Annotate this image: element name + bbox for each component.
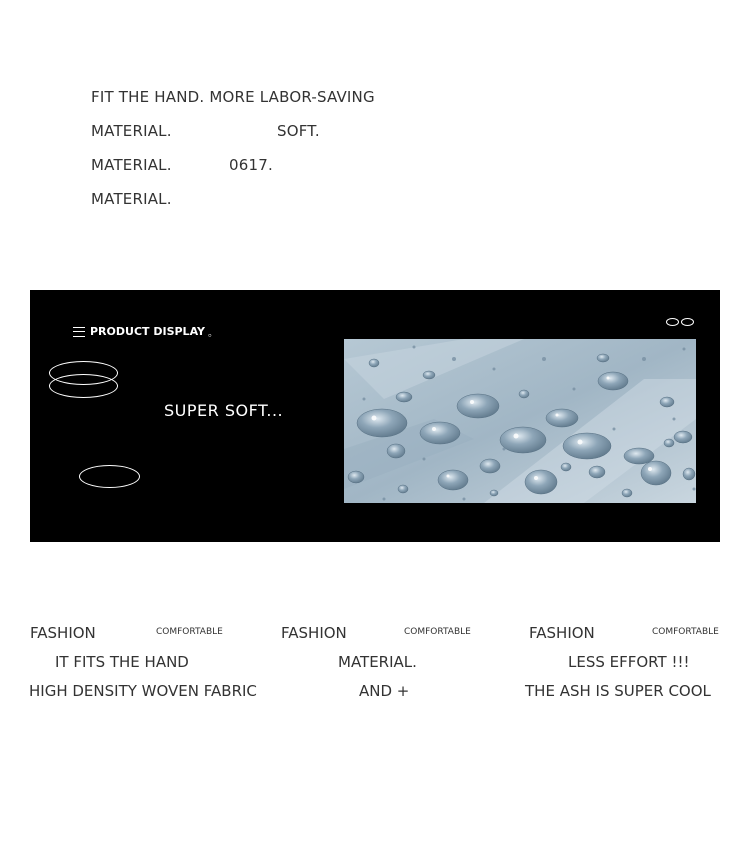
panel-title: SUPER SOFT... xyxy=(164,401,284,420)
double-ring-icon xyxy=(666,318,696,326)
feature-line: HIGH DENSITY WOVEN FABRIC xyxy=(29,682,257,700)
feature-columns xyxy=(0,620,750,710)
intro-line-text: MATERIAL. xyxy=(91,122,172,140)
feature-heading: FASHION xyxy=(281,624,347,642)
intro-text-block xyxy=(91,88,491,224)
water-droplets-photo xyxy=(344,339,696,503)
intro-line xyxy=(91,156,491,190)
intro-line xyxy=(91,190,491,224)
panel-header-mark: 。 xyxy=(208,328,218,339)
panel-header xyxy=(73,324,218,339)
feature-heading: FASHION xyxy=(529,624,595,642)
feature-line: MATERIAL. xyxy=(338,653,417,671)
intro-line xyxy=(91,88,491,122)
menu-icon xyxy=(73,327,85,337)
feature-tag: COMFORTABLE xyxy=(404,627,471,637)
feature-tag: COMFORTABLE xyxy=(652,627,719,637)
product-display-panel xyxy=(30,290,720,542)
intro-line-text: MATERIAL. xyxy=(91,156,172,174)
feature-line: AND + xyxy=(359,682,410,700)
intro-line-text: 0617. xyxy=(229,156,273,174)
feature-line: THE ASH IS SUPER COOL xyxy=(525,682,711,700)
decorative-ring-icon xyxy=(49,374,118,398)
intro-line xyxy=(91,122,491,156)
intro-line-text: SOFT. xyxy=(277,122,320,140)
panel-header-label: PRODUCT DISPLAY xyxy=(90,325,205,338)
intro-line-text: MATERIAL. xyxy=(91,190,172,208)
feature-tag: COMFORTABLE xyxy=(156,627,223,637)
intro-line-text: FIT THE HAND. MORE LABOR-SAVING xyxy=(91,88,375,106)
feature-line: LESS EFFORT !!! xyxy=(568,653,690,671)
decorative-ring-icon xyxy=(79,465,140,488)
feature-line: IT FITS THE HAND xyxy=(55,653,189,671)
feature-heading: FASHION xyxy=(30,624,96,642)
